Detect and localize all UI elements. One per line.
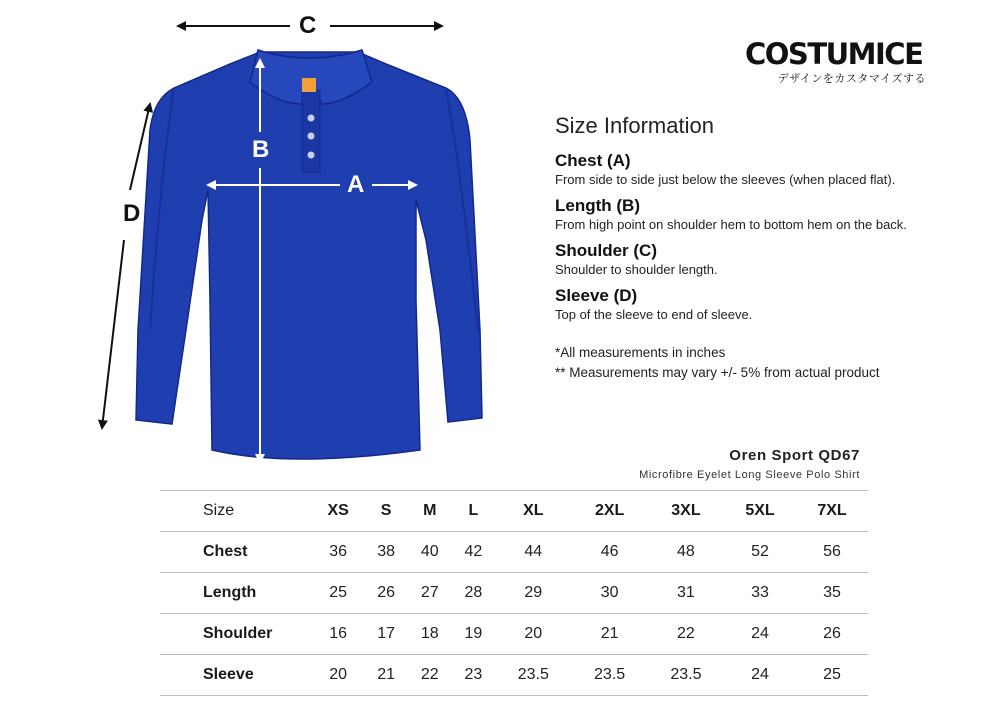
term-name: Length (B) <box>555 196 640 215</box>
dimension-label-b: B <box>252 136 270 163</box>
table-cell: 52 <box>751 543 769 560</box>
table-cell: 27 <box>420 584 439 601</box>
size-header: XS <box>327 502 349 519</box>
brand-tagline: デザインをカスタマイズする <box>777 72 926 85</box>
size-header: 3XL <box>671 502 701 519</box>
term-length <box>555 196 975 233</box>
size-chart-table <box>160 490 868 696</box>
table-cell: 31 <box>677 584 695 601</box>
table-cell: 42 <box>464 543 483 560</box>
table-cell: 40 <box>420 543 439 560</box>
dimension-label-a: A <box>347 171 365 198</box>
measurement-notes <box>555 343 975 383</box>
term-sleeve <box>555 286 975 323</box>
size-header: M <box>423 502 437 519</box>
table-cell: 19 <box>464 625 483 642</box>
neck-tag <box>302 78 316 92</box>
size-header: 2XL <box>594 502 625 519</box>
size-header: 5XL <box>745 502 775 519</box>
table-cell: 22 <box>677 625 695 642</box>
table-cell: 30 <box>600 584 619 601</box>
table-cell: 21 <box>600 625 619 642</box>
term-description: From high point on shoulder hem to bottom hem on the back. <box>555 217 907 232</box>
table-cell: 23 <box>464 666 483 683</box>
table-cell: 23.5 <box>670 666 702 683</box>
table-cell: 17 <box>377 625 396 642</box>
dimension-label-c: C <box>299 12 317 39</box>
shirt-placket <box>302 90 320 172</box>
term-name: Chest (A) <box>555 151 631 170</box>
table-cell: 20 <box>524 625 543 642</box>
table-cell: 22 <box>420 666 439 683</box>
term-description: From side to side just below the sleeves (when placed flat). <box>555 172 896 187</box>
note-variance: ** Measurements may vary +/- 5% from actual product <box>555 365 880 380</box>
table-cell: 20 <box>329 666 348 683</box>
product-title-block <box>639 447 860 481</box>
table-cell: 26 <box>823 625 841 642</box>
product-subtitle: Microfibre Eyelet Long Sleeve Polo Shirt <box>639 469 860 481</box>
polo-shirt-illustration <box>90 0 550 490</box>
term-chest <box>555 151 975 188</box>
table-cell: 44 <box>524 543 543 560</box>
dimension-label-d: D <box>123 200 141 227</box>
term-description: Shoulder to shoulder length. <box>555 262 718 277</box>
table-cell: 18 <box>420 625 439 642</box>
table-row-shoulder <box>160 614 868 655</box>
table-cell: 25 <box>329 584 348 601</box>
table-cell: 56 <box>823 543 841 560</box>
size-header: 7XL <box>817 502 847 519</box>
table-cell: 28 <box>464 584 483 601</box>
info-title: Size Information <box>555 113 714 138</box>
table-cell: 24 <box>751 666 769 683</box>
table-cell: 35 <box>823 584 841 601</box>
table-cell: 29 <box>524 584 543 601</box>
term-shoulder <box>555 241 975 278</box>
table-row-sleeve <box>160 655 868 696</box>
row-label: Chest <box>203 543 248 560</box>
shirt-diagram <box>90 0 550 490</box>
table-cell: 36 <box>329 543 348 560</box>
table-cell: 33 <box>751 584 769 601</box>
table-cell: 38 <box>377 543 396 560</box>
table-cell: 24 <box>751 625 769 642</box>
row-label: Length <box>203 584 257 601</box>
table-cell: 48 <box>677 543 695 560</box>
table-row-chest <box>160 532 868 573</box>
table-cell: 46 <box>600 543 619 560</box>
row-label: Shoulder <box>203 625 273 642</box>
table-cell: 21 <box>377 666 396 683</box>
size-header-label: Size <box>203 502 235 519</box>
table-cell: 25 <box>823 666 841 683</box>
brand-logo <box>745 38 930 86</box>
product-name: Oren Sport QD67 <box>729 447 860 464</box>
table-header-row <box>160 491 868 532</box>
size-header: L <box>468 502 479 519</box>
size-header: XL <box>523 502 544 519</box>
note-units: *All measurements in inches <box>555 345 726 360</box>
table-row-length <box>160 573 868 614</box>
size-information <box>555 113 975 383</box>
table-cell: 23.5 <box>517 666 549 683</box>
brand-name: COSTUMICE <box>745 37 923 71</box>
term-name: Sleeve (D) <box>555 286 638 305</box>
term-name: Shoulder (C) <box>555 241 657 260</box>
table-cell: 23.5 <box>594 666 626 683</box>
table-cell: 26 <box>377 584 396 601</box>
term-description: Top of the sleeve to end of sleeve. <box>555 307 753 322</box>
row-label: Sleeve <box>203 666 254 683</box>
size-header: S <box>380 502 392 519</box>
table-cell: 16 <box>329 625 348 642</box>
